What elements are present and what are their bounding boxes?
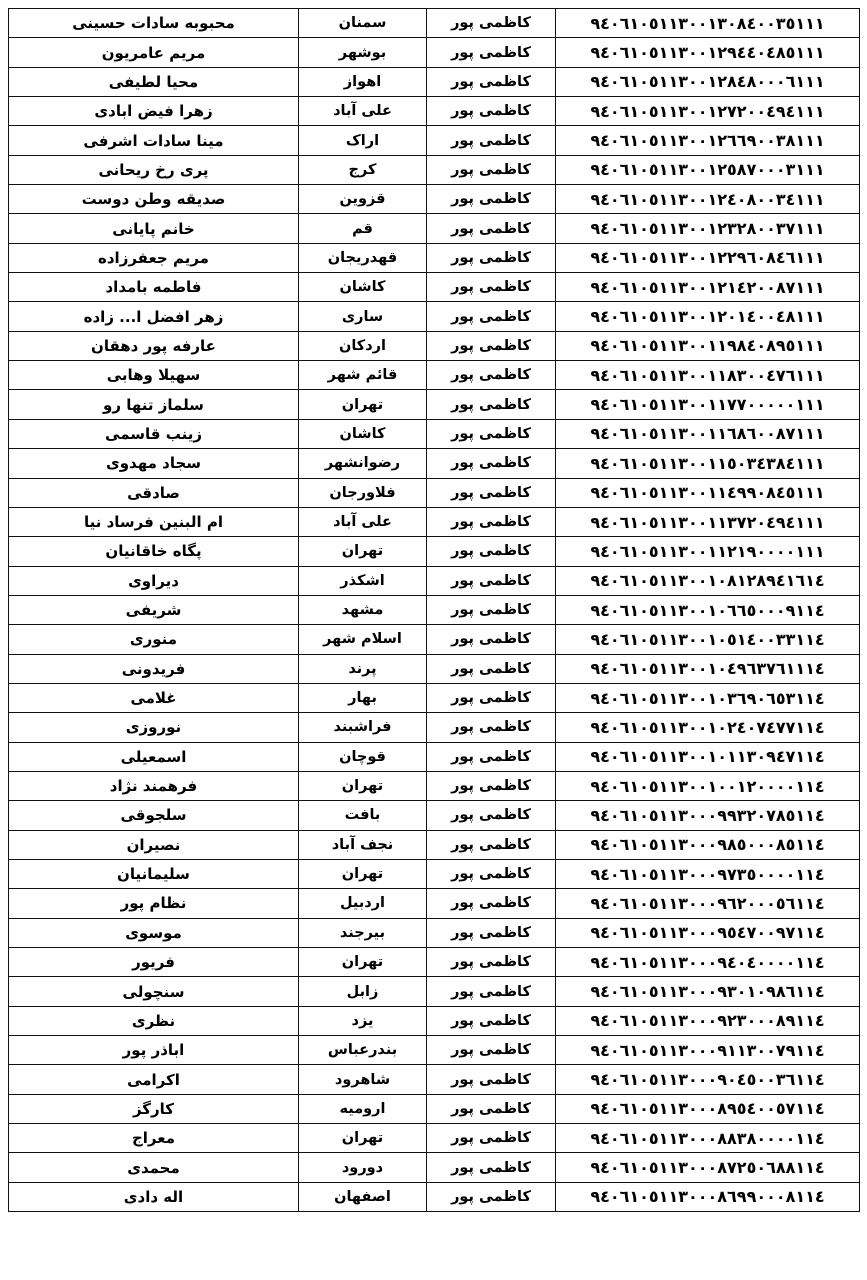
surname-cell: کاظمی پور [427,977,556,1006]
city-cell: اهواز [299,67,427,96]
surname-cell: کاظمی پور [427,1094,556,1123]
surname-cell: کاظمی پور [427,889,556,918]
city-cell: فلاورجان [299,478,427,507]
table-row [9,713,860,742]
name-cell: محبوبه سادات حسینی [9,9,299,38]
code-cell: ۹٤۰٦۱۰٥۱۱۳۰۰۰۹٥٤۷۰۰۹۷۱۱٤ [556,918,860,947]
table-row [9,977,860,1006]
code-cell: ۹٤۰٦۱۰٥۱۱۳۰۰۱۱٦۸٦۰۰۸۷۱۱۱ [556,419,860,448]
city-cell: اردبیل [299,889,427,918]
table-row [9,1124,860,1153]
city-cell: قم [299,214,427,243]
table-row [9,449,860,478]
name-cell: سهیلا وهابی [9,361,299,390]
name-cell: پری رخ ریحانی [9,155,299,184]
name-cell: خانم پایانی [9,214,299,243]
surname-cell: کاظمی پور [427,801,556,830]
city-cell: اشکذر [299,566,427,595]
code-cell: ۹٤۰٦۱۰٥۱۱۳۰۰۰۹۹۳۲۰۷۸٥۱۱٤ [556,801,860,830]
name-cell: دیراوی [9,566,299,595]
code-cell: ۹٤۰٦۱۰٥۱۱۳۰۰۱۰۲٤۰۷٤۷۷۱۱٤ [556,713,860,742]
city-cell: تهران [299,537,427,566]
city-cell: تهران [299,1124,427,1153]
name-cell: نظری [9,1006,299,1035]
city-cell: فراشبند [299,713,427,742]
code-cell: ۹٤۰٦۱۰٥۱۱۳۰۰۱۲۷۲۰۰٤۹٤۱۱۱ [556,97,860,126]
city-cell: اسلام شهر [299,625,427,654]
table-row [9,38,860,67]
table-row [9,302,860,331]
city-cell: اصفهان [299,1182,427,1211]
surname-cell: کاظمی پور [427,419,556,448]
city-cell: بوشهر [299,38,427,67]
city-cell: سمنان [299,9,427,38]
code-cell: ۹٤۰٦۱۰٥۱۱۳۰۰۱۰۱۱۳۰۹٤۷۱۱٤ [556,742,860,771]
surname-cell: کاظمی پور [427,742,556,771]
city-cell: کرج [299,155,427,184]
name-cell: اسمعیلی [9,742,299,771]
code-cell: ۹٤۰٦۱۰٥۱۱۳۰۰۱۲۳۲۸۰۰۳۷۱۱۱ [556,214,860,243]
name-cell: محمدی [9,1153,299,1182]
surname-cell: کاظمی پور [427,595,556,624]
surname-cell: کاظمی پور [427,1036,556,1065]
name-cell: پگاه خاقانیان [9,537,299,566]
city-cell: قزوین [299,185,427,214]
table-row [9,243,860,272]
code-cell: ۹٤۰٦۱۰٥۱۱۳۰۰۱۰٥۱٤۰۰۳۳۱۱٤ [556,625,860,654]
city-cell: مشهد [299,595,427,624]
code-cell: ۹٤۰٦۱۰٥۱۱۳۰۰۰۸۹٥٤۰۰٥۷۱۱٤ [556,1094,860,1123]
code-cell: ۹٤۰٦۱۰٥۱۱۳۰۰۱۳۰۸٤۰۰۳٥۱۱۱ [556,9,860,38]
name-cell: غلامی [9,683,299,712]
city-cell: شاهرود [299,1065,427,1094]
code-cell: ۹٤۰٦۱۰٥۱۱۳۰۰۰۹۲۳۰۰۰۸۹۱۱٤ [556,1006,860,1035]
table-row [9,1065,860,1094]
code-cell: ۹٤۰٦۱۰٥۱۱۳۰۰۰۹۰٤٥۰۰۳٦۱۱٤ [556,1065,860,1094]
surname-cell: کاظمی پور [427,478,556,507]
code-cell: ۹٤۰٦۱۰٥۱۱۳۰۰۰۹٦۲۰۰۰٥٦۱۱٤ [556,889,860,918]
city-cell: یزد [299,1006,427,1035]
table-row [9,185,860,214]
table-row [9,214,860,243]
code-cell: ۹٤۰٦۱۰٥۱۱۳۰۰۱۲۸٤۸۰۰۰٦۱۱۱ [556,67,860,96]
code-cell: ۹٤۰٦۱۰٥۱۱۳۰۰۱۱۳۷۲۰٤۹٤۱۱۱ [556,507,860,536]
code-cell: ۹٤۰٦۱۰٥۱۱۳۰۰۱۲۰۱٤۰۰٤۸۱۱۱ [556,302,860,331]
table-row [9,948,860,977]
name-cell: فاطمه بامداد [9,273,299,302]
name-cell: نصیران [9,830,299,859]
city-cell: قهدریجان [299,243,427,272]
surname-cell: کاظمی پور [427,537,556,566]
table-row [9,625,860,654]
surname-cell: کاظمی پور [427,918,556,947]
code-cell: ۹٤۰٦۱۰٥۱۱۳۰۰۱۲٤۰۸۰۰۳٤۱۱۱ [556,185,860,214]
code-cell: ۹٤۰٦۱۰٥۱۱۳۰۰۱۰۳٦۹۰٦٥۳۱۱٤ [556,683,860,712]
code-cell: ۹٤۰٦۱۰٥۱۱۳۰۰۱۱٥۰۳٤۳۸٤۱۱۱ [556,449,860,478]
table-row [9,361,860,390]
table-row [9,419,860,448]
code-cell: ۹٤۰٦۱۰٥۱۱۳۰۰۱۱۷۷۰۰۰۰۰۱۱۱ [556,390,860,419]
surname-cell: کاظمی پور [427,1006,556,1035]
surname-cell: کاظمی پور [427,273,556,302]
city-cell: زابل [299,977,427,1006]
code-cell: ۹٤۰٦۱۰٥۱۱۳۰۰۰۹۸٥۰۰۰۸٥۱۱٤ [556,830,860,859]
table-row [9,918,860,947]
table-row [9,97,860,126]
records-table [8,8,860,1212]
table-row [9,654,860,683]
table-row [9,1006,860,1035]
surname-cell: کاظمی پور [427,449,556,478]
city-cell: کاشان [299,273,427,302]
name-cell: شریفی [9,595,299,624]
name-cell: سلجوقی [9,801,299,830]
city-cell: تهران [299,390,427,419]
code-cell: ۹٤۰٦۱۰٥۱۱۳۰۰۰۹٤۰٤۰۰۰۰۱۱٤ [556,948,860,977]
surname-cell: کاظمی پور [427,625,556,654]
table-row [9,390,860,419]
surname-cell: کاظمی پور [427,830,556,859]
name-cell: اباذر پور [9,1036,299,1065]
city-cell: تهران [299,771,427,800]
table-row [9,273,860,302]
surname-cell: کاظمی پور [427,390,556,419]
surname-cell: کاظمی پور [427,771,556,800]
table-row [9,771,860,800]
surname-cell: کاظمی پور [427,243,556,272]
surname-cell: کاظمی پور [427,185,556,214]
city-cell: علی آباد [299,507,427,536]
code-cell: ۹٤۰٦۱۰٥۱۱۳۰۰۱۰٦٦٥۰۰۰۹۱۱٤ [556,595,860,624]
table-row [9,1094,860,1123]
surname-cell: کاظمی پور [427,38,556,67]
code-cell: ۹٤۰٦۱۰٥۱۱۳۰۰۰۹۳۰۱۰۹۸٦۱۱٤ [556,977,860,1006]
name-cell: زینب قاسمی [9,419,299,448]
table-row [9,67,860,96]
table-row [9,801,860,830]
code-cell: ۹٤۰٦۱۰٥۱۱۳۰۰۱۰٤۹٦۳۷٦۱۱۱٤ [556,654,860,683]
records-table-body [9,9,860,1212]
surname-cell: کاظمی پور [427,1153,556,1182]
code-cell: ۹٤۰٦۱۰٥۱۱۳۰۰۰۸۷۲٥۰٦۸۸۱۱٤ [556,1153,860,1182]
city-cell: تهران [299,948,427,977]
name-cell: عارفه پور دهقان [9,331,299,360]
surname-cell: کاظمی پور [427,214,556,243]
surname-cell: کاظمی پور [427,948,556,977]
city-cell: نجف آباد [299,830,427,859]
surname-cell: کاظمی پور [427,683,556,712]
surname-cell: کاظمی پور [427,361,556,390]
city-cell: علی آباد [299,97,427,126]
name-cell: صدیقه وطن دوست [9,185,299,214]
name-cell: منوری [9,625,299,654]
surname-cell: کاظمی پور [427,1182,556,1211]
surname-cell: کاظمی پور [427,9,556,38]
name-cell: زهرا فیض ابادی [9,97,299,126]
table-row [9,859,860,888]
name-cell: مریم جعفرزاده [9,243,299,272]
city-cell: بافت [299,801,427,830]
name-cell: اله دادی [9,1182,299,1211]
document-sheet [8,8,859,1272]
table-row [9,889,860,918]
name-cell: فریدونی [9,654,299,683]
name-cell: اکرامی [9,1065,299,1094]
surname-cell: کاظمی پور [427,507,556,536]
table-row [9,1036,860,1065]
code-cell: ۹٤۰٦۱۰٥۱۱۳۰۰۱۲۲۹٦۰۸٤٦۱۱۱ [556,243,860,272]
table-row [9,595,860,624]
surname-cell: کاظمی پور [427,1124,556,1153]
name-cell: ام البنین فرساد نیا [9,507,299,536]
table-row [9,507,860,536]
name-cell: سلماز تنها رو [9,390,299,419]
table-row [9,9,860,38]
table-row [9,1153,860,1182]
code-cell: ۹٤۰٦۱۰٥۱۱۳۰۰۱۲٥۸۷۰۰۰۳۱۱۱ [556,155,860,184]
surname-cell: کاظمی پور [427,302,556,331]
city-cell: ساری [299,302,427,331]
table-row [9,1182,860,1211]
table-row [9,478,860,507]
name-cell: نوروزی [9,713,299,742]
city-cell: بیرجند [299,918,427,947]
city-cell: رضوانشهر [299,449,427,478]
name-cell: صادقی [9,478,299,507]
code-cell: ۹٤۰٦۱۰٥۱۱۳۰۰۱۰۸۱۲۸۹٤۱٦۱٤ [556,566,860,595]
code-cell: ۹٤۰٦۱۰٥۱۱۳۰۰۱۱٤۹۹۰۸٤٥۱۱۱ [556,478,860,507]
table-row [9,683,860,712]
table-row [9,742,860,771]
code-cell: ۹٤۰٦۱۰٥۱۱۳۰۰۱۲۱٤۲۰۰۸۷۱۱۱ [556,273,860,302]
name-cell: نظام پور [9,889,299,918]
surname-cell: کاظمی پور [427,126,556,155]
city-cell: دورود [299,1153,427,1182]
city-cell: تهران [299,859,427,888]
surname-cell: کاظمی پور [427,331,556,360]
name-cell: سلیمانیان [9,859,299,888]
city-cell: اردکان [299,331,427,360]
table-row [9,566,860,595]
name-cell: مینا سادات اشرفی [9,126,299,155]
table-row [9,126,860,155]
name-cell: فرهمند نژاد [9,771,299,800]
city-cell: بندرعباس [299,1036,427,1065]
city-cell: کاشان [299,419,427,448]
city-cell: پرند [299,654,427,683]
city-cell: ارومیه [299,1094,427,1123]
surname-cell: کاظمی پور [427,67,556,96]
city-cell: قوچان [299,742,427,771]
code-cell: ۹٤۰٦۱۰٥۱۱۳۰۰۱۱۸۳۰۰٤۷٦۱۱۱ [556,361,860,390]
surname-cell: کاظمی پور [427,566,556,595]
city-cell: بهار [299,683,427,712]
name-cell: مریم عامریون [9,38,299,67]
surname-cell: کاظمی پور [427,155,556,184]
name-cell: موسوی [9,918,299,947]
code-cell: ۹٤۰٦۱۰٥۱۱۳۰۰۱۲۹٤٤۰٤۸٥۱۱۱ [556,38,860,67]
code-cell: ۹٤۰٦۱۰٥۱۱۳۰۰۱۰۰۱۲۰۰۰۰۱۱٤ [556,771,860,800]
table-row [9,155,860,184]
surname-cell: کاظمی پور [427,654,556,683]
city-cell: قائم شهر [299,361,427,390]
surname-cell: کاظمی پور [427,859,556,888]
name-cell: زهر افضل ا... زاده [9,302,299,331]
name-cell: کارگز [9,1094,299,1123]
surname-cell: کاظمی پور [427,1065,556,1094]
name-cell: سنچولی [9,977,299,1006]
code-cell: ۹٤۰٦۱۰٥۱۱۳۰۰۱۱۹۸٤۰۸۹٥۱۱۱ [556,331,860,360]
table-row [9,537,860,566]
code-cell: ۹٤۰٦۱۰٥۱۱۳۰۰۰۹۷۳٥۰۰۰۰۱۱٤ [556,859,860,888]
surname-cell: کاظمی پور [427,713,556,742]
code-cell: ۹٤۰٦۱۰٥۱۱۳۰۰۰۸٦۹۹۰۰۰۸۱۱٤ [556,1182,860,1211]
table-row [9,830,860,859]
surname-cell: کاظمی پور [427,97,556,126]
name-cell: فریور [9,948,299,977]
code-cell: ۹٤۰٦۱۰٥۱۱۳۰۰۰۹۱۱۳۰۰۷۹۱۱٤ [556,1036,860,1065]
city-cell: اراک [299,126,427,155]
code-cell: ۹٤۰٦۱۰٥۱۱۳۰۰۱۱۲۱۹۰۰۰۰۱۱۱ [556,537,860,566]
code-cell: ۹٤۰٦۱۰٥۱۱۳۰۰۱۲٦٦۹۰۰۳۸۱۱۱ [556,126,860,155]
name-cell: معراج [9,1124,299,1153]
name-cell: سجاد مهدوی [9,449,299,478]
name-cell: محیا لطیفی [9,67,299,96]
table-row [9,331,860,360]
code-cell: ۹٤۰٦۱۰٥۱۱۳۰۰۰۸۸۳۸۰۰۰۰۱۱٤ [556,1124,860,1153]
